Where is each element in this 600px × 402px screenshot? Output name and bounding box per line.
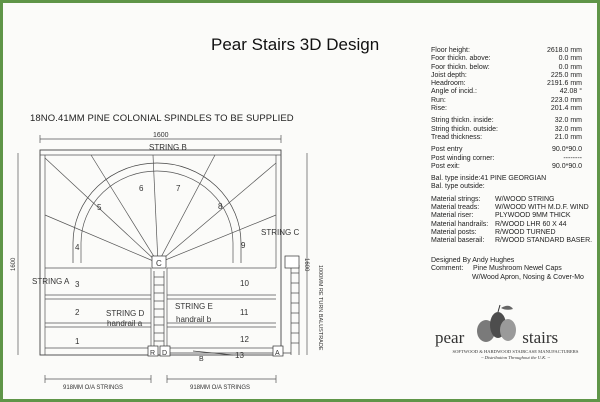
spec-label: Rise: xyxy=(431,105,447,113)
comment-line1: Pine Mushroom Newel Caps xyxy=(473,265,562,273)
step-number: 13 xyxy=(235,351,244,360)
spec-label: Run: xyxy=(431,96,446,104)
spec-label: String thickn. inside: xyxy=(431,117,494,125)
string-e-label: STRING E xyxy=(175,302,213,311)
material-value: R/WOOD TURNED xyxy=(495,228,556,236)
logo-word2: stairs xyxy=(522,328,559,347)
step-number: 11 xyxy=(240,308,249,317)
spec-label: Headroom: xyxy=(431,80,466,88)
spindle-note: 18NO.41MM PINE COLONIAL SPINDLES TO BE SUPPLIED xyxy=(30,113,294,124)
step-number: 8 xyxy=(218,202,223,211)
spec-value: 2191.6 mm xyxy=(546,80,582,88)
step-number: 7 xyxy=(176,184,181,193)
post-b-label: B xyxy=(199,356,204,363)
post-d-label: D xyxy=(162,350,168,357)
material-value: R/WOOD LHR 60 X 44 xyxy=(495,220,567,228)
spec-value: 2618.0 mm xyxy=(546,47,582,54)
dim-bottom-left-label: 918MM O/A STRINGS xyxy=(63,385,124,391)
drawing-title: Pear Stairs 3D Design xyxy=(211,35,380,54)
step-number: 4 xyxy=(75,243,80,252)
step-number: 10 xyxy=(240,279,249,288)
comment-line2: W/Wood Apron, Nosing & Cover-Mo xyxy=(472,273,584,281)
spec-label: Floor height: xyxy=(431,47,470,54)
material-label: Material strings: xyxy=(431,195,481,203)
string-a-label: STRING A xyxy=(32,277,70,286)
material-value: PLYWOOD 9MM THICK xyxy=(495,212,571,220)
step-number: 2 xyxy=(75,308,80,317)
step-number: 3 xyxy=(75,280,80,289)
handrail-b-label: handrail b xyxy=(176,315,212,324)
spec-value: 90.0*90.0 xyxy=(552,146,582,154)
spec-value: 90.0*90.0 xyxy=(552,162,582,170)
post-r-label: R xyxy=(150,350,156,357)
material-value: R/WOOD STANDARD BASER. xyxy=(495,237,593,245)
spec-label: Post winding corner: xyxy=(431,154,495,162)
dim-left-label: 1600 xyxy=(11,257,17,271)
spec-label: String thickn. outside: xyxy=(431,125,498,133)
spec-value: 32.0 mm xyxy=(554,117,582,125)
spec-value: 32.0 mm xyxy=(554,125,582,133)
step-number: 9 xyxy=(241,241,246,250)
logo-word1: pear xyxy=(435,328,465,347)
spec-label: Foor thickn. below: xyxy=(431,63,490,71)
spec-label: Foor thickn. above: xyxy=(431,55,491,63)
material-label: Material handrails: xyxy=(431,220,489,228)
step-number: 5 xyxy=(97,203,102,212)
material-label: Material posts: xyxy=(431,228,477,236)
spec-value: 41 PINE GEORGIAN xyxy=(480,175,547,183)
dim-right-label: 1600 xyxy=(303,258,309,272)
balustrade-note: 1000MM RE TURN BALUSTRADE xyxy=(317,265,323,351)
spec-label: Tread thickness: xyxy=(431,133,483,141)
step-number: 12 xyxy=(240,335,249,344)
material-value: W/WOOD STRING xyxy=(495,195,555,203)
spec-label: Post exit: xyxy=(431,162,460,170)
spec-label: Bal. type outside: xyxy=(431,183,485,191)
spec-value: 21.0 mm xyxy=(554,133,582,141)
step-number: 1 xyxy=(75,337,80,346)
string-b-label: STRING B xyxy=(149,143,187,152)
logo-tagline-1: SOFTWOOD & HARDWOOD STAIRCASE MANUFACTURERS xyxy=(452,349,579,354)
dim-top-label: 1600 xyxy=(153,132,169,139)
spec-value: 0.0 mm xyxy=(558,63,582,71)
material-label: Material baserail: xyxy=(431,237,485,245)
handrail-a-label: handrail a xyxy=(107,319,143,328)
spec-label: Angle of incid.: xyxy=(431,88,477,96)
dim-bottom-right-label: 918MM O/A STRINGS xyxy=(190,385,251,391)
material-label: Material riser: xyxy=(431,212,474,220)
spec-label: Bal. type inside: xyxy=(431,175,481,183)
designed-by-value: Andy Hughes xyxy=(472,257,515,264)
spec-value: -------- xyxy=(563,154,582,162)
designed-by-label: Designed By xyxy=(431,257,471,264)
spec-value: 42.08 ° xyxy=(559,88,582,96)
string-c-label: STRING C xyxy=(261,228,300,237)
drawing-sheet xyxy=(3,3,597,399)
spec-value: 225.0 mm xyxy=(550,71,582,79)
comment-label: Comment: xyxy=(431,265,464,273)
material-label: Material treads: xyxy=(431,204,480,212)
material-value: W/WOOD WITH M.D.F. WIND xyxy=(495,204,589,212)
spec-label: Post entry xyxy=(431,146,463,154)
spec-value: 223.0 mm xyxy=(550,96,582,104)
spec-value: 201.4 mm xyxy=(550,105,582,113)
post-c-label: C xyxy=(156,259,162,268)
logo-tagline xyxy=(433,349,597,361)
post-a-label: A xyxy=(275,350,280,357)
step-number: 6 xyxy=(139,184,144,193)
logo-wordmark xyxy=(435,328,558,348)
spec-label: Joist depth: xyxy=(431,71,467,79)
string-d-label: STRING D xyxy=(106,309,145,318)
logo-tagline-2: ~ Distribution Throughout the U.K. ~ xyxy=(481,355,550,360)
spec-value: 0.0 mm xyxy=(558,55,582,63)
